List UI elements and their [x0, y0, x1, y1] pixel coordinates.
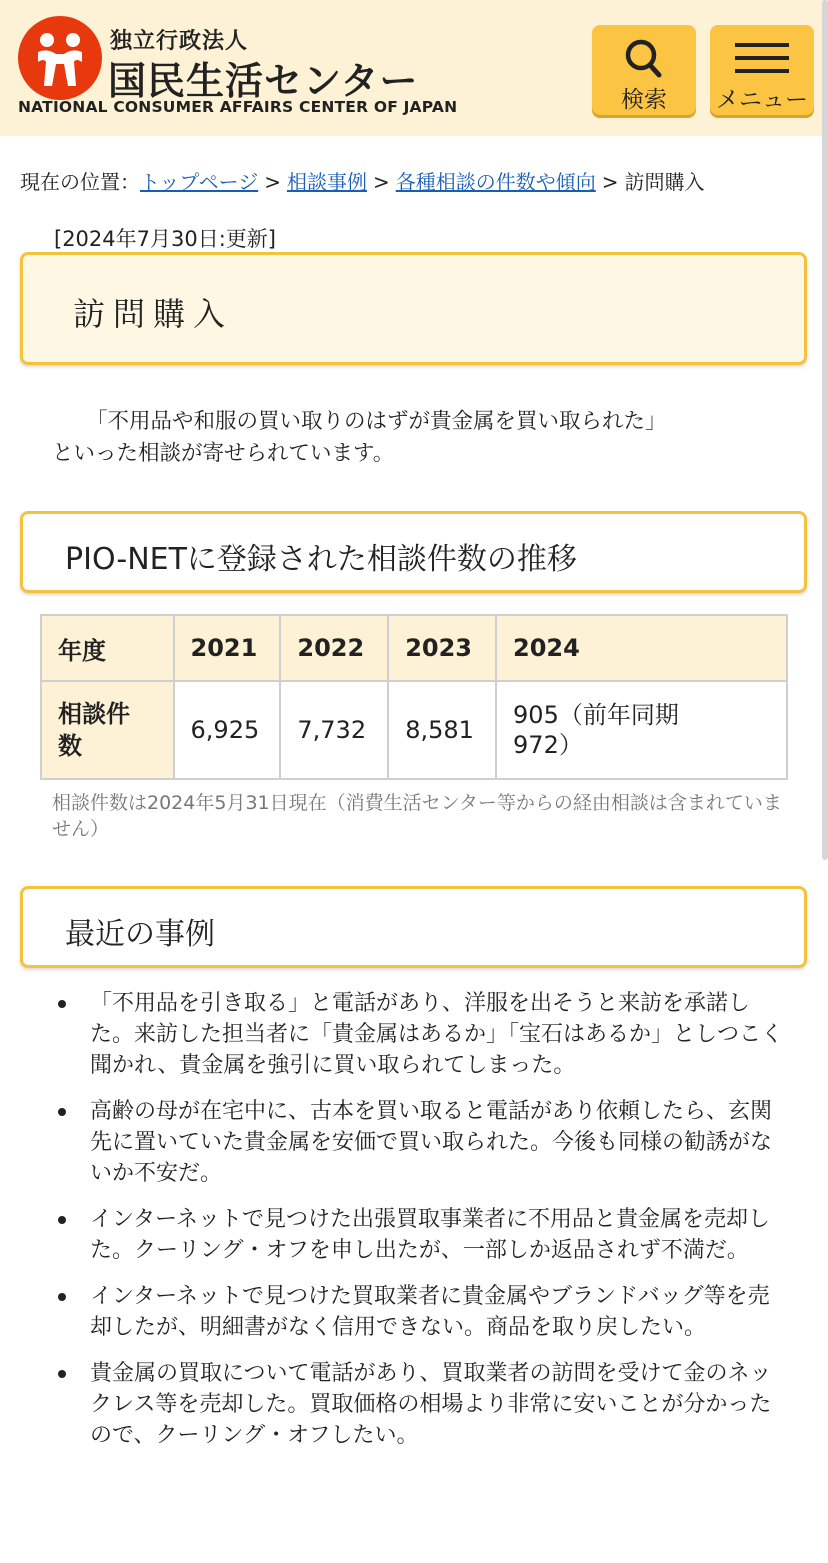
- hamburger-icon: [710, 37, 814, 81]
- bullet-icon: [58, 1216, 66, 1224]
- case-text: 貴金属の買取について電話があり、買取業者の訪問を受けて金のネックレス等を売却した。買取価格の相場より非常に安いことが分かったので、クーリング・オフしたい。: [90, 1361, 772, 1448]
- table-header-year: 2021: [174, 615, 281, 681]
- list-item: [56, 1096, 786, 1189]
- case-text: インターネットで見つけた買取業者に貴金属やブランドバッグ等を売却したが、明細書がなく信用できない。商品を取り戻したい。: [90, 1284, 770, 1340]
- breadcrumb-link-cases[interactable]: 相談事例: [286, 170, 367, 194]
- consultation-count-table: [40, 614, 788, 780]
- breadcrumb-prefix: 現在の位置：: [20, 170, 140, 194]
- menu-button-label: メニュー: [716, 87, 808, 113]
- breadcrumb-link-trends[interactable]: 各種相談の件数や傾向: [395, 170, 596, 194]
- breadcrumb-separator: >: [264, 170, 281, 194]
- intro-line-2: といった相談が寄せられています。: [52, 441, 395, 466]
- page-title: 訪問購入: [73, 295, 234, 333]
- intro-line-1: 「不用品や和服の買い取りのはずが貴金属を買い取られた」: [86, 409, 667, 434]
- table-row-label: 相談件数: [41, 681, 174, 779]
- list-item: [56, 1281, 786, 1343]
- table-header-row: [41, 615, 787, 681]
- breadcrumb-current: 訪問購入: [624, 170, 705, 194]
- case-text: 高齢の母が在宅中に、古本を買い取ると電話があり依頼したら、玄関先に置いていた貴金属を安価で買い取られた。今後も同様の勧誘がないか不安だ。: [90, 1099, 773, 1186]
- menu-button[interactable]: [710, 25, 814, 115]
- bullet-icon: [58, 1293, 66, 1301]
- search-icon: [592, 37, 696, 81]
- case-list: [56, 988, 786, 1466]
- table-cell: 7,732: [280, 681, 388, 779]
- list-item: [56, 988, 786, 1081]
- breadcrumb-separator: >: [372, 170, 390, 194]
- table-cell: 6,925: [174, 681, 281, 779]
- stats-section-heading: PIO-NETに登録された相談件数の推移: [65, 542, 577, 577]
- breadcrumb-link-top[interactable]: トップページ: [140, 170, 259, 194]
- org-english-name: NATIONAL CONSUMER AFFAIRS CENTER OF JAPAN: [18, 98, 458, 116]
- updated-date: [2024年7月30日:更新]: [54, 227, 276, 251]
- table-header-label: 年度: [41, 615, 174, 681]
- table-note: 相談件数は2024年5月31日現在（消費生活センター等からの経由相談は含まれていません）: [52, 792, 782, 840]
- breadcrumb-separator: >: [601, 170, 619, 194]
- bullet-icon: [58, 1108, 66, 1116]
- table-row: [41, 681, 787, 779]
- logo-mark-icon[interactable]: [18, 16, 102, 100]
- breadcrumb: [20, 166, 705, 195]
- org-subtitle: 独立行政法人: [110, 29, 249, 54]
- table-header-year: 2024: [496, 615, 787, 681]
- cases-section-heading: 最近の事例: [65, 917, 215, 952]
- search-button[interactable]: [592, 25, 696, 115]
- list-item: [56, 1204, 786, 1266]
- table-header-year: 2023: [388, 615, 496, 681]
- bullet-icon: [58, 1370, 66, 1378]
- cases-section-heading-box: [20, 886, 807, 968]
- intro-text: [52, 406, 772, 470]
- search-button-label: 検索: [621, 87, 667, 113]
- table-cell: 8,581: [388, 681, 496, 779]
- bullet-icon: [58, 1000, 66, 1008]
- org-name[interactable]: 国民生活センター: [108, 59, 419, 103]
- table-header-year: 2022: [280, 615, 388, 681]
- case-text: 「不用品を引き取る」と電話があり、洋服を出そうと来訪を承諾した。来訪した担当者に「貴金属はあるか」「宝石はあるか」としつこく聞かれ、貴金属を強引に買い取られてしまった。: [90, 991, 784, 1078]
- case-text: インターネットで見つけた出張買取事業者に不用品と貴金属を売却した。クーリング・オフを申し出たが、一部しか返品されず不満だ。: [90, 1207, 771, 1263]
- page-title-box: [20, 252, 807, 365]
- scrollbar[interactable]: [822, 0, 828, 860]
- site-header: [0, 0, 828, 136]
- table-cell: 905（前年同期972）: [496, 681, 787, 779]
- list-item: [56, 1358, 786, 1451]
- stats-section-heading-box: [20, 511, 807, 593]
